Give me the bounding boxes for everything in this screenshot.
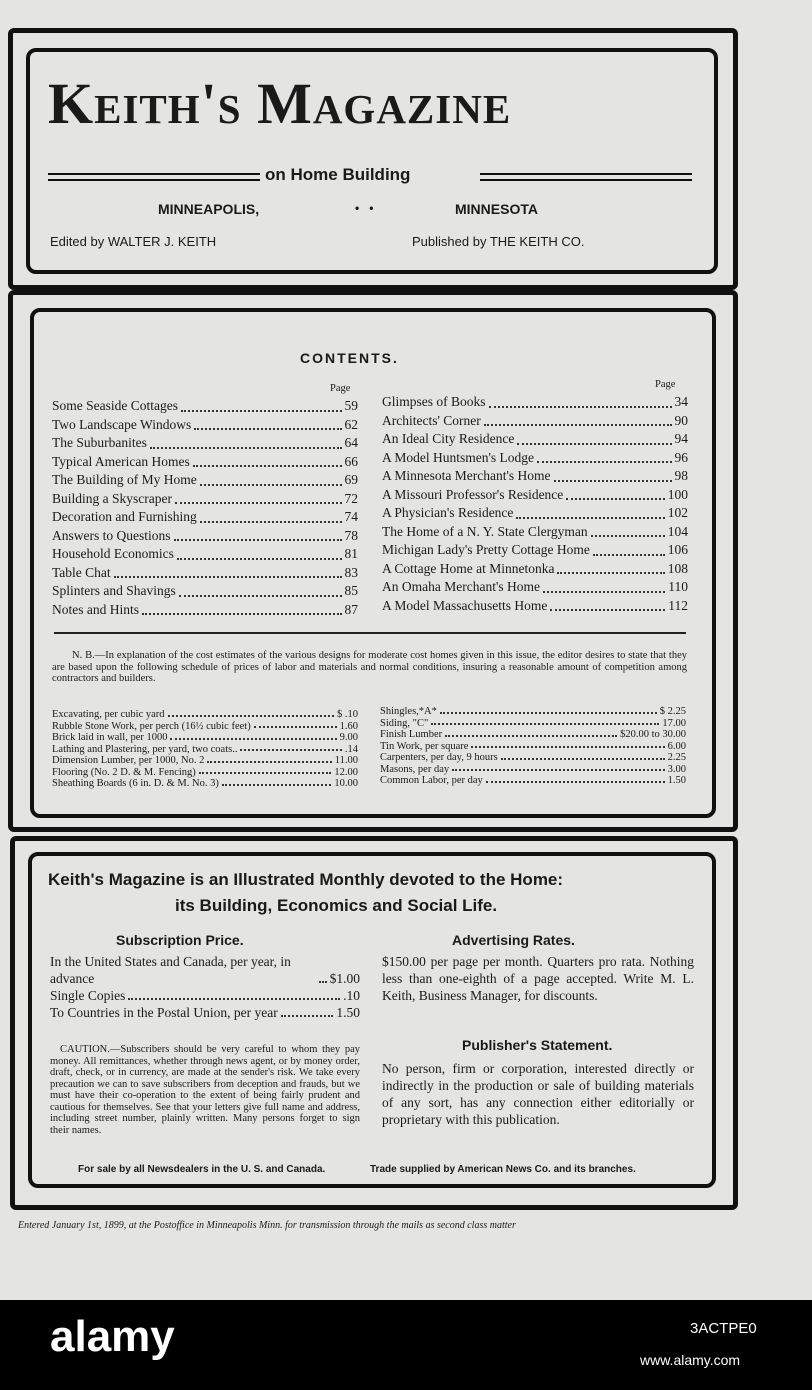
item-value: 12.00 xyxy=(334,766,358,778)
dot-leader xyxy=(557,572,664,574)
item-value: 62 xyxy=(344,416,358,432)
item-value: 17.00 xyxy=(662,717,686,729)
item-label: Some Seaside Cottages xyxy=(52,398,178,413)
contents-left-column xyxy=(52,397,358,619)
dot-leader xyxy=(319,981,327,983)
list-item xyxy=(382,597,688,616)
item-value: 1.50 xyxy=(667,775,686,786)
item-value: 10.00 xyxy=(334,778,358,789)
dot-leader xyxy=(142,613,342,615)
item-value: 102 xyxy=(667,505,688,520)
list-item xyxy=(382,467,688,486)
dot-leader xyxy=(222,784,332,786)
list-item xyxy=(380,775,686,787)
dot-leader xyxy=(174,539,342,541)
stock-banner xyxy=(0,1300,812,1390)
city: MINNEAPOLIS, xyxy=(158,201,260,217)
item-label: The Building of My Home xyxy=(52,472,197,487)
dot-leader xyxy=(516,517,664,519)
item-label: Glimpses of Books xyxy=(382,394,486,409)
dot-leader xyxy=(128,998,340,1000)
item-label: Tin Work, per square xyxy=(380,740,469,752)
item-label: Michigan Lady's Pretty Cottage Home xyxy=(382,542,590,557)
item-label: Brick laid in wall, per 1000 xyxy=(52,732,168,743)
list-item xyxy=(52,778,358,790)
item-value: 34 xyxy=(674,394,688,409)
dot-leader xyxy=(452,769,665,771)
item-value: 90 xyxy=(674,412,688,428)
editor: Edited by WALTER J. KEITH xyxy=(50,234,217,249)
contents-heading: CONTENTS. xyxy=(300,350,399,366)
list-item xyxy=(50,1004,360,1021)
item-label: Shingles,*A* xyxy=(380,706,437,717)
divider xyxy=(54,632,686,634)
list-item xyxy=(380,718,686,730)
item-value: .10 xyxy=(343,988,360,1003)
dot-leader xyxy=(471,746,664,748)
item-label: In the United States and Canada, per year, in advance xyxy=(50,954,291,986)
dot-leader xyxy=(440,712,657,714)
list-item xyxy=(52,732,358,744)
list-item xyxy=(382,504,688,523)
divider xyxy=(48,173,260,181)
list-item xyxy=(52,744,358,756)
item-label: An Omaha Merchant's Home xyxy=(382,579,541,594)
entry-notice: Entered January 1st, 1899, at the Postoffice in Minneapolis Minn. for transmission through the mails as second class matter xyxy=(18,1220,516,1231)
item-label: A Model Massachusetts Home xyxy=(382,597,548,613)
statement-text: No person, firm or corporation, interested directly or indirectly in the production or sale of building materials of any sort, has any connection either editorially or proprietary with this publication. xyxy=(382,1061,694,1127)
item-label: Typical American Homes xyxy=(52,453,190,469)
list-item xyxy=(380,706,686,718)
list-item xyxy=(50,953,360,987)
list-item xyxy=(382,541,688,560)
dot-leader xyxy=(543,591,665,593)
item-label: Single Copies xyxy=(50,988,126,1003)
item-value: 108 xyxy=(667,560,688,576)
dot-leader xyxy=(114,576,342,578)
item-value: $20.00 to 30.00 xyxy=(620,729,686,740)
statement-heading: Publisher's Statement. xyxy=(462,1037,613,1053)
item-value: 96 xyxy=(674,449,688,465)
item-value: 66 xyxy=(344,453,358,469)
item-label: Flooring (No. 2 D. & M. Fencing) xyxy=(52,766,196,778)
item-value: 104 xyxy=(667,523,688,539)
item-label: Carpenters, per day, 9 hours xyxy=(380,752,498,763)
dot-leader xyxy=(194,428,341,430)
sale-note: For sale by all Newsdealers in the U. S. and Canada. xyxy=(78,1164,326,1175)
list-item xyxy=(50,987,360,1004)
item-value: 112 xyxy=(668,597,688,613)
dots: • • xyxy=(355,201,374,215)
item-label: The Suburbanites xyxy=(52,435,147,450)
list-item xyxy=(52,416,358,435)
item-label: An Ideal City Residence xyxy=(382,431,515,446)
list-item xyxy=(52,527,358,546)
magazine-title: Keith's Magazine xyxy=(48,71,512,136)
dot-leader xyxy=(537,461,671,463)
dot-leader xyxy=(179,595,342,597)
item-value: 100 xyxy=(667,486,688,502)
item-label: A Cottage Home at Minnetonka xyxy=(382,560,555,576)
item-label: Table Chat xyxy=(52,564,111,580)
list-item xyxy=(382,523,688,542)
dot-leader xyxy=(175,502,342,504)
list-item xyxy=(52,564,358,583)
list-item xyxy=(52,453,358,472)
list-item xyxy=(52,582,358,601)
item-label: Two Landscape Windows xyxy=(52,416,192,432)
list-item xyxy=(52,508,358,527)
dot-leader xyxy=(177,558,342,560)
stock-id: 3ACTPE0 xyxy=(690,1320,757,1337)
list-item xyxy=(382,578,688,597)
dot-leader xyxy=(181,410,342,412)
item-label: A Minnesota Merchant's Home xyxy=(382,468,551,483)
dot-leader xyxy=(168,715,334,717)
dot-leader xyxy=(501,758,665,760)
item-value: 69 xyxy=(344,472,358,487)
item-value: 64 xyxy=(344,435,358,450)
list-item xyxy=(380,752,686,764)
list-item xyxy=(382,430,688,449)
item-value: 1.60 xyxy=(339,720,358,732)
item-label: Sheathing Boards (6 in. D. & M. No. 3) xyxy=(52,778,219,789)
dot-leader xyxy=(170,738,336,740)
item-label: A Missouri Professor's Residence xyxy=(382,486,564,502)
item-label: A Model Huntsmen's Lodge xyxy=(382,449,535,465)
dot-leader xyxy=(484,424,672,426)
dot-leader xyxy=(554,480,672,482)
list-item xyxy=(382,412,688,431)
page-label: Page xyxy=(655,379,676,390)
list-item xyxy=(382,393,688,412)
stock-url: www.alamy.com xyxy=(640,1352,741,1368)
item-label: Answers to Questions xyxy=(52,527,171,543)
subscription-list xyxy=(50,953,360,1021)
dot-leader xyxy=(150,447,342,449)
item-value: 3.00 xyxy=(667,763,686,775)
dot-leader xyxy=(207,761,331,763)
item-value: 81 xyxy=(344,546,358,561)
list-item xyxy=(382,449,688,468)
dot-leader xyxy=(431,723,659,725)
item-label: Excavating, per cubic yard xyxy=(52,709,165,720)
page-label: Page xyxy=(330,383,351,394)
subtitle: on Home Building xyxy=(265,165,411,184)
item-value: $ 2.25 xyxy=(659,706,686,717)
item-label: The Home of a N. Y. State Clergyman xyxy=(382,523,588,539)
item-label: Masons, per day xyxy=(380,763,450,775)
item-value: 87 xyxy=(344,601,358,617)
divider xyxy=(480,173,692,181)
dot-leader xyxy=(199,772,332,774)
item-label: Common Labor, per day xyxy=(380,775,483,786)
advertising-heading: Advertising Rates. xyxy=(452,932,575,948)
item-label: Finish Lumber xyxy=(380,729,443,740)
list-item xyxy=(52,709,358,721)
list-item xyxy=(52,755,358,767)
list-item xyxy=(52,767,358,779)
item-label: Notes and Hints xyxy=(52,601,139,617)
list-item xyxy=(52,721,358,733)
item-value: $1.00 xyxy=(329,971,360,986)
item-value: .14 xyxy=(344,743,358,755)
item-value: 78 xyxy=(344,527,358,543)
item-value: 1.50 xyxy=(336,1005,360,1020)
list-item xyxy=(52,601,358,620)
list-item xyxy=(52,545,358,564)
list-item xyxy=(380,729,686,741)
dot-leader xyxy=(240,749,341,751)
item-value: 83 xyxy=(344,564,358,580)
list-item xyxy=(382,560,688,579)
dot-leader xyxy=(591,535,665,537)
dot-leader xyxy=(200,521,342,523)
advertising-text: $150.00 per page per month. Quarters pro rata. Nothing less than one-eighth of a page accepted. Write M. L. Keith, Business Manager, for discounts. xyxy=(382,954,694,1003)
dot-leader xyxy=(489,406,672,408)
item-value: $ .10 xyxy=(337,709,358,720)
dot-leader xyxy=(517,443,671,445)
cost-left-column xyxy=(52,709,358,790)
list-item xyxy=(52,434,358,453)
item-value: 2.25 xyxy=(667,752,686,763)
item-value: 9.00 xyxy=(339,732,358,743)
item-value: 110 xyxy=(668,579,688,594)
dot-leader xyxy=(281,1015,334,1017)
item-label: Household Economics xyxy=(52,546,174,561)
item-label: Rubble Stone Work, per perch (16½ cubic feet) xyxy=(52,720,251,732)
item-label: To Countries in the Postal Union, per year xyxy=(50,1005,278,1020)
list-item xyxy=(52,471,358,490)
item-label: Building a Skyscraper xyxy=(52,490,172,506)
item-label: Decoration and Furnishing xyxy=(52,509,197,524)
state: MINNESOTA xyxy=(455,201,538,217)
item-value: 11.00 xyxy=(334,755,358,766)
contents-right-column xyxy=(382,393,688,615)
dot-leader xyxy=(566,498,664,500)
subscription-heading: Subscription Price. xyxy=(116,932,244,948)
dot-leader xyxy=(593,554,665,556)
cost-right-column xyxy=(380,706,686,787)
dot-leader xyxy=(550,609,665,611)
dot-leader xyxy=(486,781,665,783)
item-value: 6.00 xyxy=(667,740,686,752)
dot-leader xyxy=(193,465,342,467)
item-label: A Physician's Residence xyxy=(382,505,514,520)
cost-note: N. B.—In explanation of the cost estimates of the various designs for moderate cost homes given in this issue, the editor desires to state that they are based upon the following schedule of prices of labor and materials and normal conditions, insuring a reasonable amount of competition among contractors and builders. xyxy=(52,650,687,684)
item-label: Lathing and Plastering, per yard, two coats.. xyxy=(52,743,238,755)
list-item xyxy=(380,764,686,776)
dot-leader xyxy=(200,484,342,486)
list-item xyxy=(380,741,686,753)
item-label: Dimension Lumber, per 1000, No. 2 xyxy=(52,755,205,766)
item-value: 98 xyxy=(674,468,688,483)
item-label: Architects' Corner xyxy=(382,412,481,428)
item-value: 94 xyxy=(674,431,688,446)
item-label: Splinters and Shavings xyxy=(52,583,176,598)
about-line-1: Keith's Magazine is an Illustrated Monthly devoted to the Home: xyxy=(48,870,564,889)
publisher: Published by THE KEITH CO. xyxy=(412,234,585,249)
item-value: 72 xyxy=(344,490,358,506)
item-value: 106 xyxy=(667,542,688,557)
item-value: 59 xyxy=(344,398,358,413)
list-item xyxy=(52,490,358,509)
dot-leader xyxy=(445,735,617,737)
caution-text: CAUTION.—Subscribers should be very careful to whom they pay money. All remittances, whether through news agent, or by money order, draft, check, or in currency, are made at the sender's risk. We take every precaution we can to save subscribers from deception and frauds, but we must have their co-operation to the extent of being fairly prudent and cautious for themselves. See that your letters give full name and address, including street number, plainly written. Many persons forget to sign their names. xyxy=(50,1044,360,1136)
item-label: Siding, "C" xyxy=(380,717,429,729)
stock-logo: alamy xyxy=(50,1312,175,1361)
list-item xyxy=(52,397,358,416)
dot-leader xyxy=(254,726,337,728)
list-item xyxy=(382,486,688,505)
item-value: 74 xyxy=(344,509,358,524)
about-line-2: its Building, Economics and Social Life. xyxy=(175,896,498,915)
trade-note: Trade supplied by American News Co. and its branches. xyxy=(370,1164,636,1175)
item-value: 85 xyxy=(344,583,358,598)
